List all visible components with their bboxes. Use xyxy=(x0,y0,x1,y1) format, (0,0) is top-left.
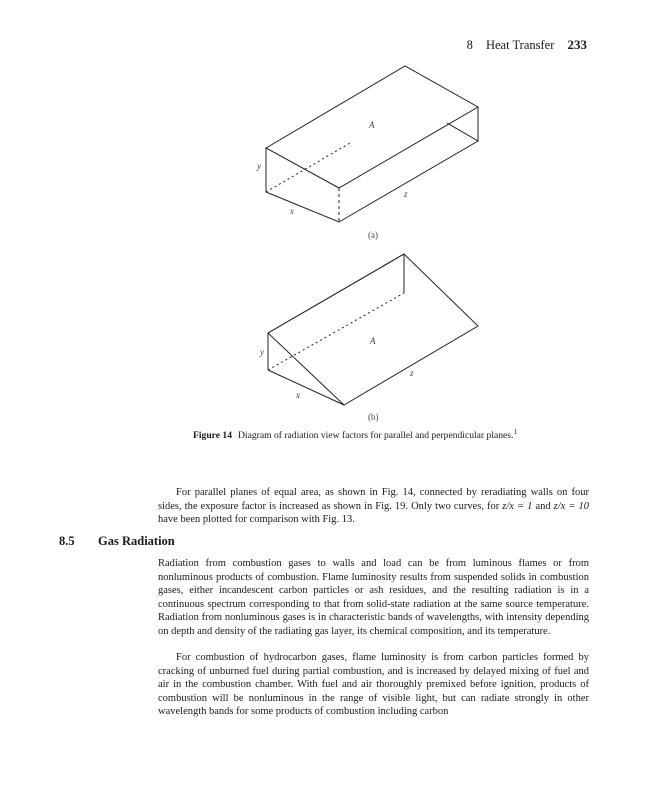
body-paragraph-1: Radiation from combustion gases to walls and load can be from luminous flames or from nonluminous products of combustion. Flame luminosity results from suspended solids in combustion gases, either incandescent carbon particles or ash residues, and the resulting radiation is in a continuous spectrum corresponding to that from solid-state radiation at the same source temperature. Radiation from nonluminous gases is in characteristic bands of wavelengths, with intensity depending on depth and density of the radiating gas layer, its chemical composition, and its temperature. xyxy=(158,558,589,637)
section-heading xyxy=(59,534,175,549)
intro-math-2: z/x = 10 xyxy=(553,500,589,512)
figure-label: Figure 14 xyxy=(193,430,232,442)
intro-math-1: z/x = 1 xyxy=(502,500,533,512)
label-sub-b: (b) xyxy=(368,412,379,422)
label-area-a: A xyxy=(369,120,375,130)
intro-text-1: For parallel planes of equal area, as shown in Fig. 14, connected by reradiating walls on four sides, the exposure factor is increased as shown in Fig. 19. Only two curves, for xyxy=(158,487,589,512)
label-height-a: y xyxy=(257,161,261,171)
body-paragraph-2: For combustion of hydrocarbon gases, flame luminosity is from carbon particles formed by cracking of unburned fuel during partial combustion, and is increased by delayed mixing of fuel and air in the combustion chamber. With fuel and air thoroughly premixed before ignition, products of combustion will be nonluminous in the range of visible light, but can radiate strongly in other wavelength bands for some products of combustion including carbon xyxy=(158,652,589,718)
intro-paragraph xyxy=(158,486,589,527)
label-height-b: y xyxy=(260,347,264,357)
vertical-plane-base xyxy=(268,293,404,370)
base-front-edge xyxy=(268,370,344,405)
chapter-title: Heat Transfer xyxy=(485,38,555,52)
page-number: 233 xyxy=(567,37,587,52)
hidden-edge xyxy=(266,143,350,192)
label-sub-a: (a) xyxy=(368,230,378,240)
label-width-b: x xyxy=(296,390,300,400)
caption-text: Diagram of radiation view factors for parallel and perpendicular planes. xyxy=(238,430,514,442)
caption-footnote: 1 xyxy=(513,428,517,436)
figure-caption xyxy=(193,428,517,441)
chapter-number: 8 xyxy=(466,38,473,52)
section-title: Gas Radiation xyxy=(98,534,175,548)
section-number: 8.5 xyxy=(59,534,75,548)
label-width-a: x xyxy=(290,206,294,216)
horizontal-plane xyxy=(268,254,478,405)
vertical-plane-top xyxy=(268,254,404,333)
lower-plane xyxy=(266,123,478,222)
label-depth-a: z xyxy=(404,189,408,199)
label-area-b: A xyxy=(370,336,376,346)
intro-text-3: have been plotted for comparison with Fig. 13. xyxy=(158,514,355,526)
intro-text-2: and xyxy=(532,500,554,512)
label-depth-b: z xyxy=(410,368,414,378)
